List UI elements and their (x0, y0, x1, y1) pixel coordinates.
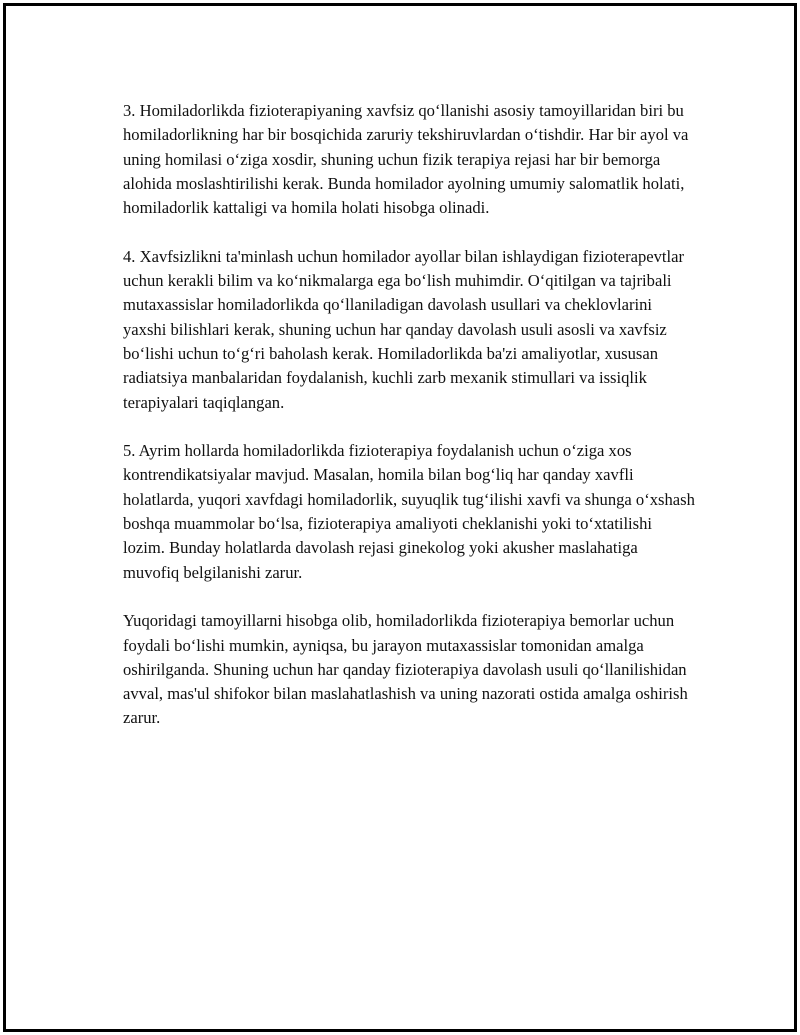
document-body (123, 99, 695, 731)
paragraph-4: 4. Xavfsizlikni ta'minlash uchun homilador ayollar bilan ishlaydigan fizioterapevtlar uchun kerakli bilim va ko‘nikmalarga ega bo‘lish muhimdir. O‘qitilgan va tajribali mutaxassislar homiladorlikda qo‘llaniladigan davolash usullari va cheklovlarini yaxshi bilishlari kerak, shuning uchun har qanday davolash usuli asosli va xavfsiz bo‘lishi uchun to‘g‘ri baholash kerak. Homiladorlikda ba'zi amaliyotlar, xususan radiatsiya manbalaridan foydalanish, kuchli zarb mexanik stimullari va issiqlik terapiyalari taqiqlangan. (123, 246, 685, 412)
page-frame (3, 3, 797, 1032)
paragraph-3: 3. Homiladorlikda fizioterapiyaning xavfsiz qo‘llanishi asosiy tamoyillaridan biri bu homiladorlikning har bir bosqichida zaruriy tekshiruvlardan o‘tishdir. Har bir ayol va uning homilasi o‘ziga xosdir, shuning uchun fizik terapiya rejasi har bir bemorga alohida moslashtirilishi kerak. Bunda homilador ayolning umumiy salomatlik holati, homiladorlik kattaligi va homila holati hisobga olinadi. (123, 101, 689, 218)
paragraph-5: 5. Ayrim hollarda homiladorlikda fizioterapiya foydalanish uchun o‘ziga xos kontrendikatsiyalar mavjud. Masalan, homila bilan bog‘liq har qanday xavfli holatlarda, yuqori xavfdagi homiladorlik, suyuqlik tug‘ilishi xavfi va shunga o‘xshash boshqa muammolar bo‘lsa, fizioterapiya amaliyoti cheklanishi yoki to‘xtatilishi lozim. Bunday holatlarda davolash rejasi ginekolog yoki akusher maslahatiga muvofiq belgilanishi zarur. (123, 441, 695, 582)
paragraph-conclusion: Yuqoridagi tamoyillarni hisobga olib, homiladorlikda fizioterapiya bemorlar uchun foydali bo‘lishi mumkin, ayniqsa, bu jarayon mutaxassislar tomonidan amalga oshirilganda. Shuning uchun har qanday fizioterapiya davolash usuli qo‘llanilishidan avval, mas'ul shifokor bilan maslahatlashish va uning nazorati ostida amalga oshirish zarur. (123, 611, 688, 728)
